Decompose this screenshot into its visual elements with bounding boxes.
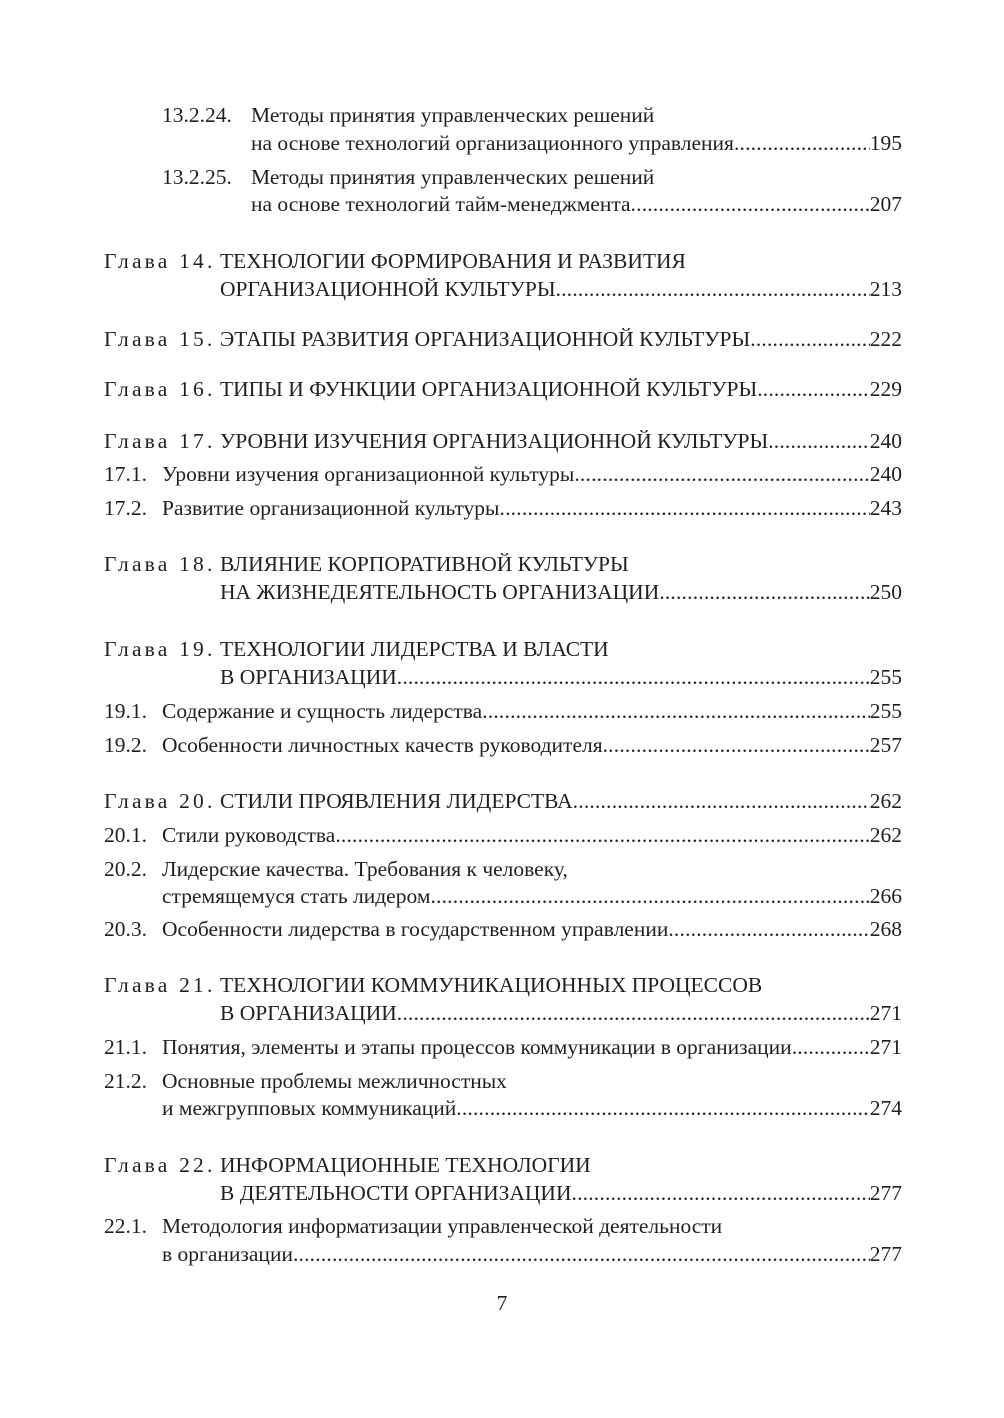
- page-ref: 268: [869, 917, 902, 941]
- entry-leader: [220, 374, 902, 404]
- section-number: 17.1.: [104, 462, 147, 486]
- toc-section-21-2-cont: [0, 1093, 1004, 1123]
- dot-leader: [397, 998, 870, 1028]
- toc-chapter-19: [0, 634, 1004, 664]
- chapter-title: СТИЛИ ПРОЯВЛЕНИЯ ЛИДЕРСТВА: [220, 789, 573, 813]
- dot-leader: [556, 274, 870, 304]
- entry-number: 13.2.25.: [162, 165, 232, 189]
- dot-leader: [734, 128, 870, 158]
- section-title: Уровни изучения организационной культуры: [162, 462, 575, 486]
- toc-chapter-16: [0, 374, 1004, 404]
- toc-chapter-21-cont: [0, 998, 1004, 1028]
- chapter-label: Глава 14.: [104, 249, 216, 273]
- chapter-label: Глава 17.: [104, 429, 216, 453]
- section-number: 17.2.: [104, 496, 147, 520]
- page-ref: 255: [869, 665, 902, 689]
- dot-leader: [430, 881, 869, 911]
- chapter-title: ТЕХНОЛОГИИ КОММУНИКАЦИОННЫХ ПРОЦЕССОВ: [220, 973, 763, 997]
- toc-chapter-14-cont: [0, 274, 1004, 304]
- chapter-title: ИНФОРМАЦИОННЫЕ ТЕХНОЛОГИИ: [220, 1153, 591, 1177]
- section-title: и межгрупповых коммуникаций: [162, 1096, 457, 1120]
- toc-section-19-1: [0, 696, 1004, 726]
- section-number: 20.1.: [104, 823, 147, 847]
- dot-leader: [603, 730, 870, 760]
- entry-leader: [162, 1239, 902, 1269]
- page-ref: 266: [869, 884, 902, 908]
- dot-leader: [456, 1093, 870, 1123]
- dot-leader: [482, 696, 870, 726]
- entry-leader: [162, 881, 902, 911]
- page-ref: 250: [869, 580, 902, 604]
- entry-leader: [220, 998, 902, 1028]
- toc-section-22-1-cont: [0, 1239, 1004, 1269]
- entry-leader: [162, 1032, 902, 1062]
- chapter-title: ТИПЫ И ФУНКЦИИ ОРГАНИЗАЦИОННОЙ КУЛЬТУРЫ: [220, 377, 758, 401]
- entry-leader: [162, 820, 902, 850]
- page-ref: 262: [869, 823, 902, 847]
- dot-leader: [668, 914, 869, 944]
- dot-leader: [335, 820, 869, 850]
- toc-chapter-17: [0, 426, 1004, 456]
- page-ref: 195: [869, 131, 902, 155]
- chapter-title: ТЕХНОЛОГИИ ФОРМИРОВАНИЯ И РАЗВИТИЯ: [220, 249, 686, 273]
- page-ref: 271: [869, 1035, 902, 1059]
- section-number: 20.3.: [104, 917, 147, 941]
- dot-leader: [574, 459, 869, 489]
- dot-leader: [750, 324, 870, 354]
- entry-title: Методы принятия управленческих решений: [251, 103, 655, 127]
- entry-leader: [220, 324, 902, 354]
- dot-leader: [792, 1032, 870, 1062]
- entry-leader: [220, 426, 902, 456]
- dot-leader: [757, 374, 870, 404]
- toc-section-21-2: [0, 1066, 1004, 1096]
- toc-entry-13-2-25-cont: [0, 189, 1004, 219]
- dot-leader: [572, 1178, 870, 1208]
- chapter-title: ТЕХНОЛОГИИ ЛИДЕРСТВА И ВЛАСТИ: [220, 637, 609, 661]
- section-title: в организации: [162, 1242, 293, 1266]
- toc-section-20-2-cont: [0, 881, 1004, 911]
- page-ref: 262: [869, 789, 902, 813]
- entry-leader: [251, 189, 902, 219]
- chapter-title: В ОРГАНИЗАЦИИ: [220, 1001, 397, 1025]
- toc-entry-13-2-25: [0, 162, 1004, 192]
- entry-title: на основе технологий организационного управления: [251, 131, 734, 155]
- page-ref: 240: [869, 429, 902, 453]
- toc-section-20-2: [0, 854, 1004, 884]
- entry-leader: [162, 914, 902, 944]
- section-title: Развитие организационной культуры: [162, 496, 500, 520]
- entry-leader: [162, 730, 902, 760]
- chapter-title: ЭТАПЫ РАЗВИТИЯ ОРГАНИЗАЦИОННОЙ КУЛЬТУРЫ: [220, 327, 751, 351]
- page-ref: 213: [869, 277, 902, 301]
- entry-leader: [162, 493, 902, 523]
- section-title: Методология информатизации управленческой деятельности: [162, 1214, 723, 1238]
- page-ref: 207: [869, 192, 902, 216]
- toc-chapter-21: [0, 970, 1004, 1000]
- section-number: 21.1.: [104, 1035, 147, 1059]
- chapter-label: Глава 15.: [104, 327, 216, 351]
- page-ref: 255: [869, 699, 902, 723]
- entry-leader: [251, 128, 902, 158]
- section-number: 22.1.: [104, 1214, 147, 1238]
- section-title: Стили руководства: [162, 823, 336, 847]
- page-ref: 243: [869, 496, 902, 520]
- chapter-label: Глава 18.: [104, 552, 216, 576]
- toc-chapter-22-cont: [0, 1178, 1004, 1208]
- toc-chapter-18: [0, 549, 1004, 579]
- entry-leader: [162, 459, 902, 489]
- dot-leader: [659, 577, 870, 607]
- chapter-label: Глава 22.: [104, 1153, 216, 1177]
- toc-entry-13-2-24-cont: [0, 128, 1004, 158]
- entry-leader: [162, 696, 902, 726]
- entry-leader: [220, 1178, 902, 1208]
- section-number: 19.1.: [104, 699, 147, 723]
- toc-section-17-1: [0, 459, 1004, 489]
- page-ref: 229: [869, 377, 902, 401]
- page-ref: 240: [869, 462, 902, 486]
- chapter-label: Глава 19.: [104, 637, 216, 661]
- toc-chapter-19-cont: [0, 662, 1004, 692]
- dot-leader: [293, 1239, 870, 1269]
- page-ref: 222: [869, 327, 902, 351]
- entry-title: на основе технологий тайм-менеджмента: [251, 192, 631, 216]
- toc-section-21-1: [0, 1032, 1004, 1062]
- chapter-label: Глава 20.: [104, 789, 216, 813]
- toc-section-19-2: [0, 730, 1004, 760]
- section-number: 20.2.: [104, 857, 147, 881]
- section-number: 19.2.: [104, 733, 147, 757]
- dot-leader: [397, 662, 870, 692]
- section-title: Основные проблемы межличностных: [162, 1069, 507, 1093]
- chapter-title: ВЛИЯНИЕ КОРПОРАТИВНОЙ КУЛЬТУРЫ: [220, 552, 629, 576]
- toc-section-20-1: [0, 820, 1004, 850]
- page-ref: 271: [869, 1001, 902, 1025]
- entry-leader: [220, 274, 902, 304]
- entry-title: Методы принятия управленческих решений: [251, 165, 655, 189]
- dot-leader: [631, 189, 870, 219]
- entry-leader: [162, 1093, 902, 1123]
- toc-section-22-1: [0, 1211, 1004, 1241]
- toc-chapter-15: [0, 324, 1004, 354]
- page-ref: 277: [869, 1242, 902, 1266]
- section-title: Содержание и сущность лидерства: [162, 699, 483, 723]
- entry-leader: [220, 786, 902, 816]
- chapter-title: В ДЕЯТЕЛЬНОСТИ ОРГАНИЗАЦИИ: [220, 1181, 572, 1205]
- section-title: стремящемуся стать лидером: [162, 884, 431, 908]
- chapter-title: УРОВНИ ИЗУЧЕНИЯ ОРГАНИЗАЦИОННОЙ КУЛЬТУРЫ: [220, 429, 769, 453]
- chapter-title: НА ЖИЗНЕДЕЯТЕЛЬНОСТЬ ОРГАНИЗАЦИИ: [220, 580, 660, 604]
- page-ref: 277: [869, 1181, 902, 1205]
- toc-section-17-2: [0, 493, 1004, 523]
- toc-chapter-22: [0, 1150, 1004, 1180]
- section-number: 21.2.: [104, 1069, 147, 1093]
- dot-leader: [573, 786, 870, 816]
- chapter-label: Глава 16.: [104, 377, 216, 401]
- section-title: Понятия, элементы и этапы процессов коммуникации в организации: [162, 1035, 792, 1059]
- chapter-label: Глава 21.: [104, 973, 216, 997]
- entry-leader: [220, 577, 902, 607]
- toc-chapter-20: [0, 786, 1004, 816]
- section-title: Особенности лидерства в государственном управлении: [162, 917, 669, 941]
- section-title: Особенности личностных качеств руководителя: [162, 733, 603, 757]
- toc-chapter-14: [0, 246, 1004, 276]
- chapter-title: ОРГАНИЗАЦИОННОЙ КУЛЬТУРЫ: [220, 277, 556, 301]
- page-ref: 257: [869, 733, 902, 757]
- page-number: 7: [496, 1291, 508, 1315]
- dot-leader: [500, 493, 870, 523]
- entry-leader: [220, 662, 902, 692]
- toc-section-20-3: [0, 914, 1004, 944]
- section-title: Лидерские качества. Требования к человеку,: [162, 857, 568, 881]
- toc-chapter-18-cont: [0, 577, 1004, 607]
- page-ref: 274: [869, 1096, 902, 1120]
- entry-number: 13.2.24.: [162, 103, 232, 127]
- chapter-title: В ОРГАНИЗАЦИИ: [220, 665, 397, 689]
- toc-entry-13-2-24: [0, 100, 1004, 130]
- dot-leader: [768, 426, 870, 456]
